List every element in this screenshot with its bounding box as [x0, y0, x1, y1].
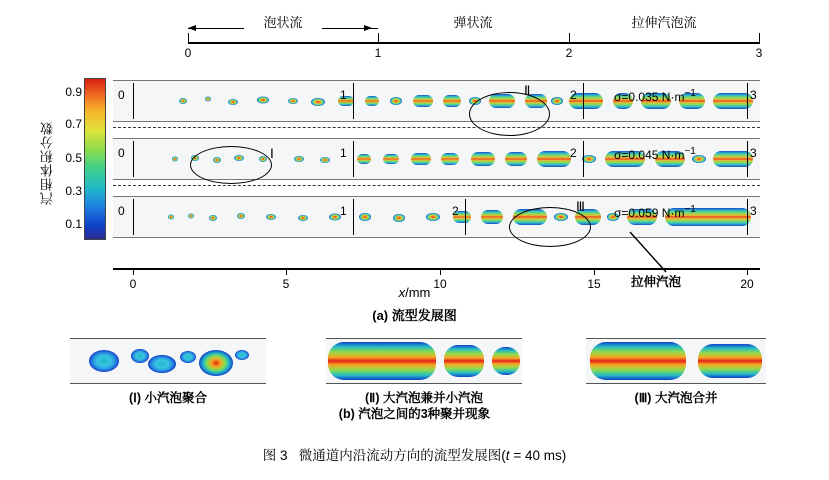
figure-title-variable: t: [505, 448, 510, 463]
panel2-inner-tick: [353, 141, 354, 177]
subfigure-a-caption: (a) 流型发展图: [372, 308, 457, 323]
panel1-sigma-text: σ=0.035 N·m: [614, 90, 685, 104]
panel3-sigma-text: σ=0.059 N·m: [614, 206, 685, 220]
detail-III-image: [586, 339, 766, 383]
colorbar-title: 汽相体积分数: [40, 121, 55, 205]
panel2-inner-tick: [747, 141, 748, 177]
panel1-inner-tick: [353, 83, 354, 119]
x-tick-label: 10: [433, 277, 447, 291]
panel3-tick-label: 1: [340, 204, 347, 218]
x-tick-label: 5: [282, 277, 290, 291]
regime-label-slug: 弹状流: [453, 15, 493, 30]
panel3-tick-label: 3: [750, 204, 757, 218]
panel3-inner-tick: [133, 199, 134, 235]
panel1-sigma-label: [614, 88, 696, 104]
panel1-tick-label: 2: [570, 88, 577, 102]
regime-tick-label: 0: [184, 46, 192, 60]
regime-label-elongated: 拉伸汽泡流: [631, 15, 697, 30]
x-axis-symbol: x: [398, 285, 406, 300]
panel-divider-2: [113, 185, 760, 186]
panel2-inner-tick: [583, 141, 584, 177]
panel1-inner-tick: [747, 83, 748, 119]
colorbar-tick-label: 0.7: [65, 117, 82, 131]
stretched-bubble-annotation: 拉伸汽泡: [631, 275, 682, 289]
x-axis-label: [0, 285, 829, 300]
panel3-tick-label: 0: [118, 204, 125, 218]
colorbar-tick-label: 0.9: [65, 85, 82, 99]
panel1-tick-label: 3: [750, 88, 757, 102]
colorbar-tick-label: 0.1: [65, 217, 82, 231]
panel1-sigma-exponent: −1: [684, 88, 696, 99]
x-tick-label: 0: [129, 277, 137, 291]
regime-tick-label: 2: [565, 46, 573, 60]
subfigure-b-caption: (b) 汽泡之间的3种聚并现象: [338, 407, 491, 421]
panel1-inner-tick: [133, 83, 134, 119]
detail-panel-I: [70, 338, 266, 384]
panel1-inner-tick: [583, 83, 584, 119]
detail-panel-III: [586, 338, 766, 384]
panel2-sigma-exponent: −1: [684, 146, 696, 157]
panel2-tick-label: 0: [118, 146, 125, 160]
panel2-tick-label: 3: [750, 146, 757, 160]
panel3-sigma-label: [614, 204, 696, 220]
colorbar-ticks: [60, 78, 82, 238]
panel2-sigma-label: [614, 146, 696, 162]
detail-I-caption: (Ⅰ) 小汽泡聚合: [129, 391, 207, 405]
regime-label-bubbly: 泡状流: [263, 15, 303, 30]
panel3-inner-tick: [353, 199, 354, 235]
regime-tick-label: 1: [374, 46, 382, 60]
panel2-tick-label: 2: [570, 146, 577, 160]
x-axis-unit: /mm: [405, 285, 431, 300]
detail-panel-II: [326, 338, 522, 384]
x-tick-label: 15: [587, 277, 601, 291]
colorbar-tick-label: 0.3: [65, 184, 82, 198]
panel2-marker-I: Ⅰ: [270, 146, 274, 161]
panel1-tick-label: 1: [340, 88, 347, 102]
figure-title-suffix: = 40 ms): [509, 448, 567, 463]
panel1-tick-label: 0: [118, 88, 125, 102]
regime-scale-ticks: [184, 15, 763, 60]
panel1-highlight-ellipse: [469, 92, 550, 136]
detail-II-image: [326, 339, 522, 383]
detail-III-caption: (Ⅲ) 大汽泡合并: [634, 391, 718, 405]
panel3-sigma-exponent: −1: [684, 204, 696, 215]
figure-title-main: 微通道内沿流动方向的流型发展图(: [298, 448, 506, 463]
x-tick-label: 20: [740, 277, 754, 291]
panel-divider-1: [113, 127, 760, 128]
panel3-tick-label: 2: [452, 204, 459, 218]
detail-II-caption: (Ⅱ) 大汽泡兼并小汽泡: [365, 391, 483, 405]
panel3-inner-tick: [747, 199, 748, 235]
panel3-marker-III: Ⅲ: [576, 199, 585, 214]
regime-tick-label: 3: [755, 46, 763, 60]
regime-arrow-heads: [182, 22, 782, 36]
colorbar-tick-label: 0.5: [65, 151, 82, 165]
figure-title-number: 图 3: [262, 448, 288, 463]
panel3-highlight-ellipse: [509, 207, 591, 247]
panel1-marker-II: Ⅱ: [524, 83, 531, 98]
panel3-inner-tick: [465, 199, 466, 235]
figure-title: [0, 444, 829, 464]
panel2-sigma-text: σ=0.045 N·m: [614, 148, 685, 162]
panel2-inner-tick: [133, 141, 134, 177]
colorbar: [84, 78, 106, 240]
panel2-highlight-ellipse: [190, 146, 272, 184]
panel2-tick-label: 1: [340, 146, 347, 160]
detail-I-image: [70, 339, 266, 383]
